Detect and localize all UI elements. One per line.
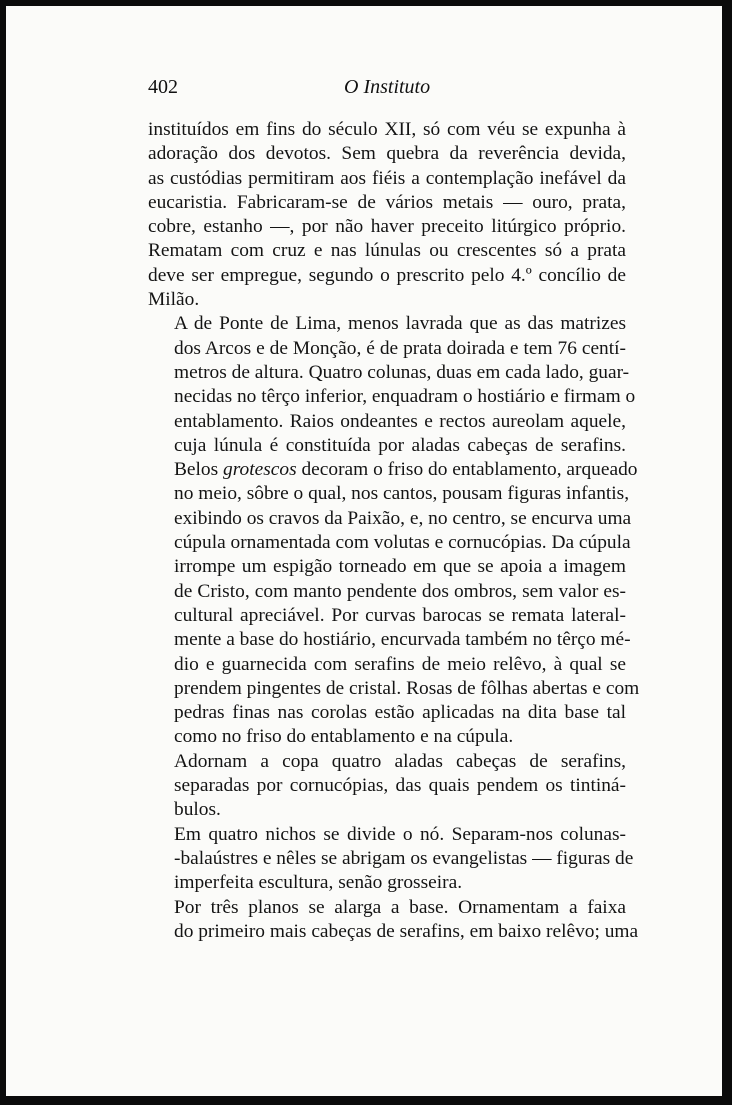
text-line: entablamento. Raios ondeantes e rectos aureolam aquele, <box>174 410 626 432</box>
text-line: como no friso do entablamento e na cúpula. <box>174 726 514 748</box>
text-line: eucaristia. Fabricaram-se de vários metais — ouro, prata, <box>148 191 626 213</box>
text-line: Adornam a copa quatro aladas cabeças de serafins, <box>174 750 626 772</box>
text-line: no meio, sôbre o qual, nos cantos, pousam figuras infantis, <box>174 483 630 505</box>
paragraph <box>148 118 626 312</box>
text-line: instituídos em fins do século XII, só com véu se expunha à <box>148 119 626 140</box>
text-line: imperfeita escultura, senão grosseira. <box>174 872 463 894</box>
text-line: separadas por cornucópias, das quais pendem os tintiná- <box>174 775 626 797</box>
text-line: prendem pingentes de cristal. Rosas de fôlhas abertas e com <box>174 677 640 699</box>
text-line: dos Arcos e de Monção, é de prata doirada e tem 76 centí- <box>174 337 626 359</box>
paragraph <box>148 312 640 749</box>
text-line: de Cristo, com manto pendente dos ombros, sem valor es- <box>174 580 626 602</box>
text-line: cultural apreciável. Por curvas barocas se remata lateral- <box>174 604 626 626</box>
book-page <box>6 6 722 1096</box>
text-line: cobre, estanho —, por não haver preceito litúrgico próprio. <box>148 216 626 238</box>
page-number: 402 <box>148 76 178 98</box>
text-line: dio e guarnecida com serafins de meio relêvo, à qual se <box>174 653 626 675</box>
body-text <box>148 118 640 944</box>
paragraph <box>148 750 626 823</box>
page-header <box>148 74 628 100</box>
text-line: cuja lúnula é constituída por aladas cabeças de serafins. <box>174 434 626 456</box>
text-line: metros de altura. Quatro colunas, duas em cada lado, guar- <box>174 361 630 383</box>
text-line: -balaústres e nêles se abrigam os evangelistas — figuras de <box>174 847 634 869</box>
running-title: O Instituto <box>344 76 431 98</box>
text-line: Em quatro nichos se divide o nó. Separam-nos colunas- <box>174 823 626 845</box>
paragraph <box>148 823 634 896</box>
text-line: cúpula ornamentada com volutas e cornucópias. Da cúpula <box>174 532 631 554</box>
text-line: mente a base do hostiário, encurvada também no têrço mé- <box>174 629 631 651</box>
text-line: A de Ponte de Lima, menos lavrada que as das matrizes <box>174 313 626 335</box>
text-line: pedras finas nas corolas estão aplicadas na dita base tal <box>174 702 626 724</box>
text-line: irrompe um espigão torneado em que se apoia a imagem <box>174 556 626 578</box>
text-line: adoração dos devotos. Sem quebra da reverência devida, <box>148 143 626 165</box>
text-line: necidas no têrço inferior, enquadram o hostiário e firmam o <box>174 386 636 408</box>
text-line: as custódias permitiram aos fiéis a contemplação inefável da <box>148 167 626 189</box>
text-line: deve ser empregue, segundo o prescrito pelo 4.º concílio de <box>148 264 626 286</box>
text-line: do primeiro mais cabeças de serafins, em baixo relêvo; uma <box>174 920 639 942</box>
text-line: Milão. <box>148 289 200 311</box>
italic-word: grotescos <box>223 459 297 481</box>
paragraph <box>148 896 639 945</box>
text-line: Rematam com cruz e nas lúnulas ou crescentes só a prata <box>148 240 626 262</box>
text-line: bulos. <box>174 799 221 821</box>
text-line: Por três planos se alarga a base. Ornamentam a faixa <box>174 896 626 918</box>
text-line: exibindo os cravos da Paixão, e, no centro, se encurva uma <box>174 507 632 529</box>
text-line: Belos grotescos decoram o friso do entablamento, arqueado <box>174 459 638 481</box>
